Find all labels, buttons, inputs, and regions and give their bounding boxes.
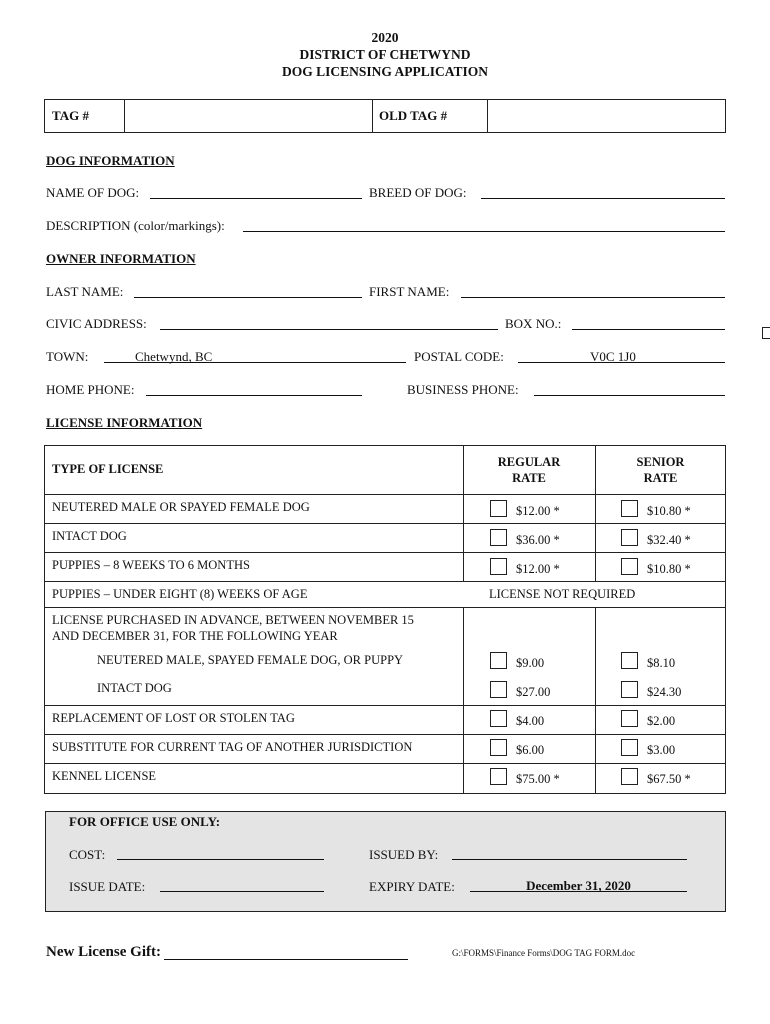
expiry-date-label: EXPIRY DATE: xyxy=(369,879,455,894)
checkbox-puppies-regular[interactable] xyxy=(490,558,507,575)
checkbox-intact-regular[interactable] xyxy=(490,529,507,546)
checkbox-advance-intact-senior[interactable] xyxy=(621,681,638,698)
expiry-date-value: December 31, 2020 xyxy=(526,878,631,893)
row-substitute-label: SUBSTITUTE FOR CURRENT TAG OF ANOTHER JURISDICTION xyxy=(52,740,413,754)
row-replacement-label: REPLACEMENT OF LOST OR STOLEN TAG xyxy=(52,711,295,725)
price-substitute-regular: $6.00 xyxy=(516,743,545,757)
first-name-label: FIRST NAME: xyxy=(369,284,450,299)
home-phone-label: HOME PHONE: xyxy=(46,382,135,397)
checkbox-kennel-senior[interactable] xyxy=(621,768,638,785)
price-replacement-senior: $2.00 xyxy=(647,714,676,728)
new-license-gift-label: New License Gift: xyxy=(46,944,161,960)
price-intact-regular: $36.00 * xyxy=(516,533,560,547)
row-neutered-label: NEUTERED MALE OR SPAYED FEMALE DOG xyxy=(52,500,310,514)
row-young-puppies-label: PUPPIES – UNDER EIGHT (8) WEEKS OF AGE xyxy=(52,587,308,601)
checkbox-advance-neutered-regular[interactable] xyxy=(490,652,507,669)
price-substitute-senior: $3.00 xyxy=(647,743,676,757)
price-neutered-senior: $10.80 * xyxy=(647,504,691,518)
cost-field[interactable] xyxy=(117,846,324,860)
row-advance-neutered-label: NEUTERED MALE, SPAYED FEMALE DOG, OR PUPPY xyxy=(97,653,404,667)
license-info-heading: LICENSE INFORMATION xyxy=(46,415,203,430)
tag-label: TAG # xyxy=(52,108,89,123)
first-name-field[interactable] xyxy=(461,284,725,298)
issued-by-label: ISSUED BY: xyxy=(369,847,439,862)
home-phone-field[interactable] xyxy=(146,382,362,396)
price-intact-senior: $32.40 * xyxy=(647,533,691,547)
postal-code-value: V0C 1J0 xyxy=(590,349,636,364)
office-use-heading: FOR OFFICE USE ONLY: xyxy=(69,814,221,829)
dog-name-label: NAME OF DOG: xyxy=(46,185,140,200)
description-label: DESCRIPTION (color/markings): xyxy=(46,218,225,233)
town-field[interactable] xyxy=(104,349,406,363)
checkbox-advance-neutered-senior[interactable] xyxy=(621,652,638,669)
box-no-label: BOX NO.: xyxy=(505,316,562,331)
row-advance-intact-label: INTACT DOG xyxy=(97,681,172,695)
box-no-field[interactable] xyxy=(572,316,725,330)
checkbox-advance-intact-regular[interactable] xyxy=(490,681,507,698)
price-kennel-regular: $75.00 * xyxy=(516,772,560,786)
file-path: G:\FORMS\Finance Forms\DOG TAG FORM.doc xyxy=(452,948,636,958)
col-regular-header-1: REGULAR xyxy=(497,455,561,469)
price-advance-intact-senior: $24.30 xyxy=(647,685,682,699)
price-kennel-senior: $67.50 * xyxy=(647,772,691,786)
page-edge-box-icon xyxy=(762,327,770,339)
checkbox-intact-senior[interactable] xyxy=(621,529,638,546)
row-intact-label: INTACT DOG xyxy=(52,529,127,543)
checkbox-neutered-senior[interactable] xyxy=(621,500,638,517)
cost-label: COST: xyxy=(69,847,106,862)
col-regular-header-2: RATE xyxy=(512,471,546,485)
license-not-required-note: LICENSE NOT REQUIRED xyxy=(489,587,636,601)
checkbox-substitute-regular[interactable] xyxy=(490,739,507,756)
civic-address-label: CIVIC ADDRESS: xyxy=(46,316,147,331)
last-name-label: LAST NAME: xyxy=(46,284,124,299)
form-title: DOG LICENSING APPLICATION xyxy=(281,64,489,79)
owner-info-heading: OWNER INFORMATION xyxy=(46,251,196,266)
row-advance-label-2: AND DECEMBER 31, FOR THE FOLLOWING YEAR xyxy=(52,629,338,643)
price-replacement-regular: $4.00 xyxy=(516,714,545,728)
row-puppies-label: PUPPIES – 8 WEEKS TO 6 MONTHS xyxy=(52,558,250,572)
town-label: TOWN: xyxy=(46,349,89,364)
business-phone-field[interactable] xyxy=(534,382,725,396)
price-advance-intact-regular: $27.00 xyxy=(516,685,551,699)
row-kennel-label: KENNEL LICENSE xyxy=(52,769,157,783)
issue-date-label: ISSUE DATE: xyxy=(69,879,146,894)
col-type-header: TYPE OF LICENSE xyxy=(52,462,164,476)
breed-label: BREED OF DOG: xyxy=(369,185,467,200)
business-phone-label: BUSINESS PHONE: xyxy=(407,382,519,397)
checkbox-neutered-regular[interactable] xyxy=(490,500,507,517)
old-tag-input[interactable] xyxy=(489,101,724,131)
postal-code-label: POSTAL CODE: xyxy=(414,349,504,364)
checkbox-replacement-regular[interactable] xyxy=(490,710,507,727)
expiry-date-field[interactable] xyxy=(470,878,687,892)
col-senior-header-2: RATE xyxy=(643,471,678,485)
new-license-gift-field[interactable] xyxy=(164,946,408,960)
issued-by-field[interactable] xyxy=(452,846,687,860)
price-neutered-regular: $12.00 * xyxy=(516,504,560,518)
price-puppies-senior: $10.80 * xyxy=(647,562,691,576)
issue-date-field[interactable] xyxy=(160,878,324,892)
postal-code-field[interactable] xyxy=(518,349,725,363)
district-name: DISTRICT OF CHETWYND xyxy=(299,47,471,62)
price-advance-neutered-senior: $8.10 xyxy=(647,656,676,670)
row-advance-label-1: LICENSE PURCHASED IN ADVANCE, BETWEEN NOVEMBER 15 xyxy=(52,613,414,627)
dog-name-field[interactable] xyxy=(150,185,362,199)
old-tag-label: OLD TAG # xyxy=(379,108,448,123)
checkbox-kennel-regular[interactable] xyxy=(490,768,507,785)
tag-input[interactable] xyxy=(126,101,370,131)
checkbox-puppies-senior[interactable] xyxy=(621,558,638,575)
checkbox-replacement-senior[interactable] xyxy=(621,710,638,727)
description-field[interactable] xyxy=(243,218,725,232)
form-year: 2020 xyxy=(371,30,399,45)
col-senior-header-1: SENIOR xyxy=(636,455,685,469)
breed-field[interactable] xyxy=(481,185,725,199)
dog-info-heading: DOG INFORMATION xyxy=(46,153,175,168)
last-name-field[interactable] xyxy=(134,284,362,298)
town-value: Chetwynd, BC xyxy=(135,349,213,364)
checkbox-substitute-senior[interactable] xyxy=(621,739,638,756)
civic-address-field[interactable] xyxy=(160,316,498,330)
price-advance-neutered-regular: $9.00 xyxy=(516,656,545,670)
price-puppies-regular: $12.00 * xyxy=(516,562,560,576)
